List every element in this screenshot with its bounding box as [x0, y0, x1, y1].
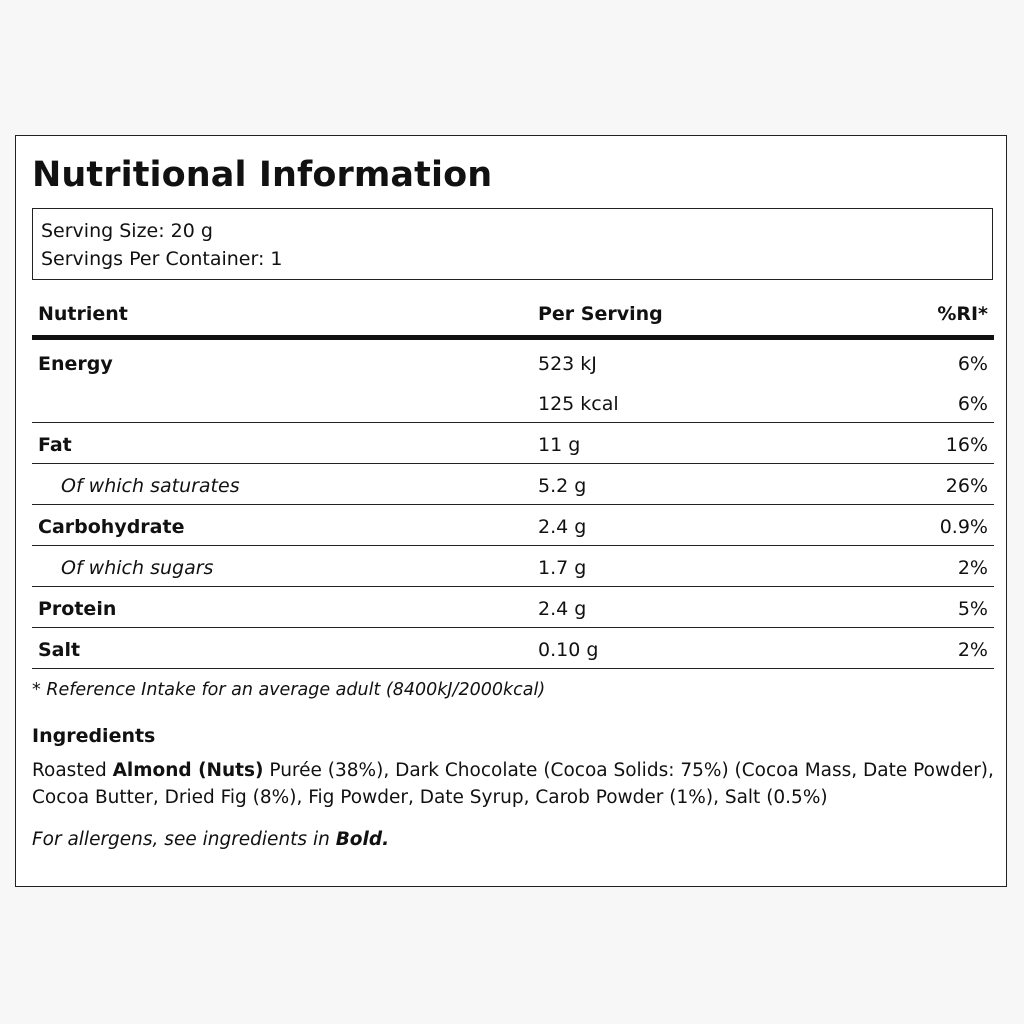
reference-intake-footnote: * Reference Intake for an average adult (8400kJ/2000kcal) — [32, 680, 546, 700]
ri-value: 16% — [945, 434, 988, 456]
table-row-energy-kj — [32, 352, 994, 384]
nutrient-name: Of which sugars — [61, 557, 214, 579]
header-per-serving: Per Serving — [538, 303, 663, 325]
ri-value: 0.9% — [939, 516, 988, 538]
nutrient-name: Energy — [38, 353, 113, 375]
per-serving-value: 2.4 g — [538, 516, 587, 538]
table-row-protein — [32, 597, 994, 628]
table-row-saturates — [32, 474, 994, 505]
ri-value: 26% — [945, 475, 988, 497]
allergen-note-bold: Bold. — [335, 829, 390, 850]
nutrition-label-card — [15, 135, 1007, 887]
nutrient-name: Salt — [38, 639, 81, 661]
header-ri: %RI* — [937, 303, 988, 325]
ingredients-text-after: Purée (38%), Dark Chocolate (Cocoa Solids: 75%) (Cocoa Mass, Date Powder), Cocoa Butter, Dried Fig (8%), Fig Powder, Date Syrup, Carob Powder (1%), Salt (0.5%) — [32, 760, 994, 808]
ri-value: 2% — [957, 557, 988, 579]
ingredients-text-before: Roasted — [32, 760, 113, 781]
table-row-carbohydrate — [32, 515, 994, 546]
ri-value: 5% — [957, 598, 988, 620]
ingredients-text — [32, 757, 994, 811]
per-serving-value: 1.7 g — [538, 557, 587, 579]
allergen-note — [32, 829, 389, 850]
servings-per-container: Servings Per Container: 1 — [41, 248, 283, 270]
ingredients-allergen: Almond (Nuts) — [112, 760, 264, 781]
per-serving-value: 11 g — [538, 434, 581, 456]
per-serving-value: 523 kJ — [538, 353, 597, 375]
table-row-fat — [32, 433, 994, 464]
table-row-energy-kcal — [32, 392, 994, 423]
ri-value: 6% — [957, 353, 988, 375]
ri-value: 2% — [957, 639, 988, 661]
allergen-note-text: For allergens, see ingredients in — [32, 829, 336, 850]
table-row-salt — [32, 638, 994, 669]
serving-size: Serving Size: 20 g — [41, 220, 213, 242]
nutrient-name: Of which saturates — [61, 475, 240, 497]
nutrient-name: Protein — [38, 598, 117, 620]
per-serving-value: 0.10 g — [538, 639, 599, 661]
per-serving-value: 2.4 g — [538, 598, 587, 620]
serving-info-box — [32, 208, 993, 280]
ingredients-heading: Ingredients — [32, 725, 156, 747]
nutrient-name: Carbohydrate — [38, 516, 185, 538]
per-serving-value: 125 kcal — [538, 393, 619, 415]
page-title: Nutritional Information — [32, 155, 493, 195]
header-nutrient: Nutrient — [38, 303, 128, 325]
table-row-sugars — [32, 556, 994, 587]
table-header — [32, 301, 994, 340]
per-serving-value: 5.2 g — [538, 475, 587, 497]
ri-value: 6% — [957, 393, 988, 415]
nutrient-name: Fat — [38, 434, 72, 456]
